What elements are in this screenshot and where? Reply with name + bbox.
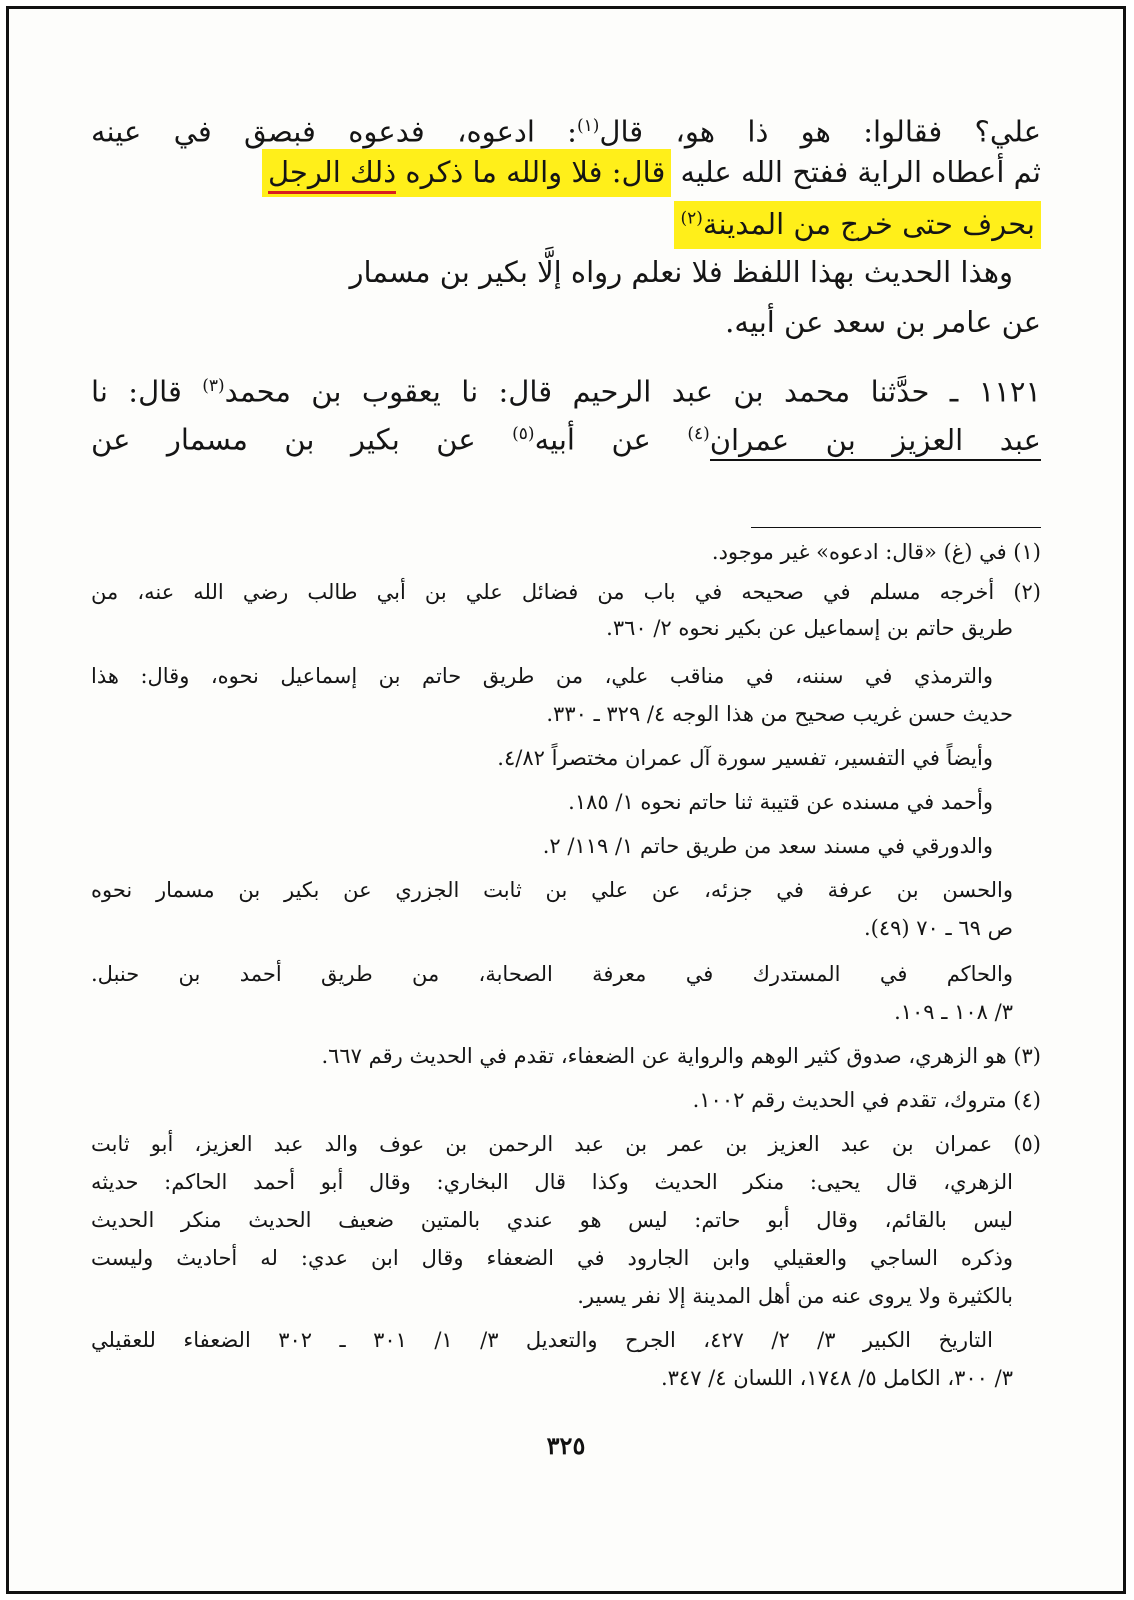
footnote-separator	[751, 527, 1041, 528]
footnote-2-line-3: والترمذي في سننه، في مناقب علي، من طريق حاتم بن إسماعيل نحوه، وقال: هذا	[91, 664, 993, 688]
footnote-2-line-7: والدورقي في مسند سعد من طريق حاتم ١/ ١١٩/ ٢.	[542, 834, 993, 858]
text-line-3	[91, 197, 1041, 245]
footnote-2-line-4: حديث حسن غريب صحيح من هذا الوجه ٤/ ٣٢٩ ـ ٣٣٠.	[546, 702, 1013, 726]
footnote-ref-4[interactable]: (٤)	[687, 424, 710, 444]
footnote-2-line-5: وأيضاً في التفسير، تفسير سورة آل عمران مختصراً ٤/٨٢.	[497, 746, 993, 770]
footnote-3: (٣) هو الزهري، صدوق كثير الوهم والرواية عن الضعفاء، تقدم في الحديث رقم ٦٦٧.	[321, 1044, 1041, 1068]
underlined-narrator: عبد العزيز بن عمران	[710, 423, 1041, 461]
footnote-4: (٤) متروك، تقدم في الحديث رقم ١٠٠٢.	[692, 1088, 1041, 1112]
page-frame	[6, 6, 1126, 1594]
text-line-2: ثم أعطاه الراية ففتح الله عليه قال: فلا والله ما ذكره ذلك الرجل	[91, 151, 1041, 193]
footnote-1: (١) في (غ) «قال: ادعوه» غير موجود.	[711, 540, 1041, 564]
text-line-5: عن عامر بن سعد عن أبيه.	[725, 305, 1041, 339]
hadith-1121-line-1: ١١٢١ ـ حدَّثنا محمد بن عبد الرحيم قال: نا يعقوب بن محمد$^{(٣)}$ قال: نا	[91, 374, 1041, 409]
hadith-1121-line-2: عبد العزيز بن عمران$^{(٤)}$ عن أبيه$^{(٥)}$ عن بكير بن مسمار عن	[91, 413, 1041, 461]
footnote-2-line-6: وأحمد في مسنده عن قتيبة ثنا حاتم نحوه ١/ ١٨٥.	[568, 790, 993, 814]
text-line-4: وهذا الحديث بهذا اللفظ فلا نعلم رواه إلَّا بكير بن مسمار	[349, 255, 1013, 289]
footnote-2-line-1: (٢) أخرجه مسلم في صحيحه في باب من فضائل علي بن أبي طالب رضي الله عنه، من	[91, 580, 1041, 604]
footnote-5-line-3: ليس بالقائم، وقال أبو حاتم: ليس هو عندي بالمتين ضعيف الحديث منكر الحديث	[91, 1208, 1013, 1232]
highlighted-quote: قال: فلا والله ما ذكره ذلك الرجل	[262, 149, 671, 197]
footnote-5-line-5: بالكثيرة ولا يروى عنه من أهل المدينة إلا نفر يسير.	[577, 1284, 1013, 1308]
footnote-5-line-1: (٥) عمران بن عبد العزيز بن عمر بن عبد الرحمن بن عوف والد عبد العزيز، أبو ثابت	[91, 1132, 1041, 1156]
footnote-5-line-6: التاريخ الكبير ٣/ ٢/ ٤٢٧، الجرح والتعديل ٣/ ١/ ٣٠١ ـ ٣٠٢ الضعفاء للعقيلي	[91, 1328, 993, 1352]
footnote-ref-1[interactable]: (١)	[576, 116, 600, 136]
footnote-2-line-11: ٣/ ١٠٨ ـ ١٠٩.	[894, 1000, 1013, 1024]
footnote-2-line-8: والحسن بن عرفة في جزئه، عن علي بن ثابت الجزري عن بكير بن مسمار نحوه	[91, 878, 1013, 902]
highlighted-quote-cont: بحرف حتى خرج من المدينة$^{(٢)}$	[674, 201, 1041, 249]
footnote-5-line-7: ٣/ ٣٠٠، الكامل ٥/ ١٧٤٨، اللسان ٤/ ٣٤٧.	[660, 1366, 1013, 1390]
footnote-5-line-4: وذكره الساجي والعقيلي وابن الجارود في الضعفاء وقال ابن عدي: له أحاديث وليست	[91, 1246, 1013, 1270]
footnote-ref-3[interactable]: (٣)	[202, 376, 225, 396]
footnote-2-line-10: والحاكم في المستدرك في معرفة الصحابة، من طريق أحمد بن حنبل.	[91, 962, 1013, 986]
footnote-ref-2[interactable]: (٢)	[680, 208, 703, 228]
footnote-2-line-9: ص ٦٩ ـ ٧٠ (٤٩).	[863, 916, 1013, 940]
footnote-ref-5[interactable]: (٥)	[512, 424, 535, 444]
footnote-5-line-2: الزهري، قال يحيى: منكر الحديث وكذا قال البخاري: وقال أبو أحمد الحاكم: حديثه	[91, 1170, 1013, 1194]
page-number: ٣٢٥	[546, 1431, 586, 1460]
text-line-1: علي؟ فقالوا: هو ذا هو، قال$^{(١)}$: ادعوه، فدعوه فبصق في عينه	[91, 114, 1041, 149]
footnote-2-line-2: طريق حاتم بن إسماعيل عن بكير نحوه ٢/ ٣٦٠.	[606, 616, 1013, 640]
underlined-phrase: ذلك الرجل	[268, 155, 396, 194]
